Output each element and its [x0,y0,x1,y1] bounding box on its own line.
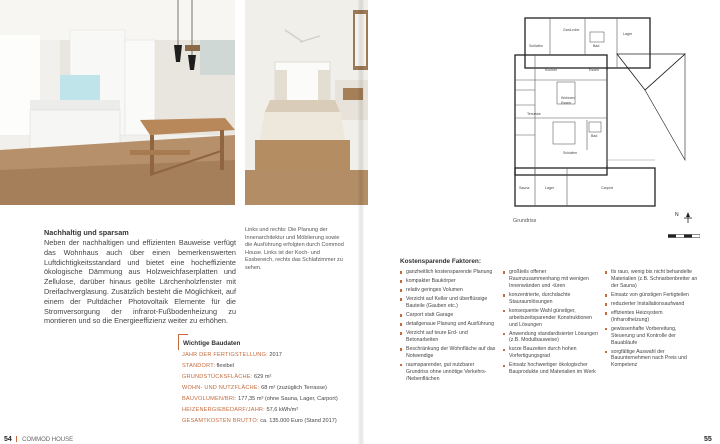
page-number-right: 55 [704,436,712,443]
baudaten-key: STANDORT: [182,363,215,369]
room-label: Bad [591,134,598,138]
baudaten-row [182,405,338,416]
folio-left [4,436,73,443]
baudaten-row [182,361,338,372]
faktor-item: Einsatz hochwertiger ökologischer Bauprodukte und Materialien im Werk [503,362,598,376]
faktor-item: Verzicht auf Keller und überflüssige Bauteile (Gauben etc.) [400,296,496,310]
room-label: Gard-robe [563,28,580,32]
north-arrow-icon [681,210,695,226]
baudaten-key: BAUVOLUMEN/BRI: [182,396,237,402]
faktor-item: kompakter Baukörper [400,278,496,285]
page-number-left: 54 [4,436,12,443]
room-label: Wohnen/ Essen [561,96,576,105]
kitchen-photo [0,0,235,205]
faktor-item: gewissenhafte Vorbereitung, Steuerung und Kontrolle der Bauabläufe [605,326,699,347]
baudaten-value: 2017 [269,352,282,358]
faktor-item: effizientes Heizsystem (Infrarotheizung) [605,310,699,324]
baudaten-key: JAHR DER FERTIGSTELLUNG: [182,352,268,358]
baudaten-box [178,334,356,422]
faktor-item: Verzicht auf teure Erd- und Betonarbeiten [400,330,496,344]
baudaten-value: 629 m² [253,374,272,380]
floorplan [505,10,700,215]
room-label: Bad [593,44,600,48]
faktor-item: großteils offener Raumzusammenhang mit wenigen Innenwänden und -türen [503,269,598,290]
room-label: Schlafen [529,44,543,48]
photo-caption: Links und rechts: Die Planung der Innenarchitektur und Möblierung sowie die Ausführung erfolgten durch Commod House. Links ist der Koch- und Essbereich, rechts das Schlafzimmer zu sehen. [245,227,344,271]
room-label: Kochen [545,68,558,72]
north-label: N [675,212,679,218]
faktor-item: Einsatz von günstigen Fertigteilen [605,292,699,299]
baudaten-row [182,416,338,427]
faktor-item: Beschränkung der Wohnfläche auf das Notwendige [400,346,496,360]
folio-right [704,436,712,443]
baudaten-row [182,383,338,394]
baudaten-accent-top [178,334,188,335]
baudaten-value: 57,6 kWh/m² [266,407,299,413]
baudaten-row [182,350,338,361]
faktor-item: konzentrierte, durchdachte Stauraumlösungen [503,292,598,306]
faktor-item: raumsparender, gut nutzbarer Grundriss ohne unnötige Verkehrs- /Nebenflächen [400,362,496,383]
room-label: Sauna [519,186,530,190]
room-label: Carport [601,186,613,190]
spread-gutter [358,0,364,444]
faktor-item: tls rauo, wenig bis nicht behandelte Materialien (z.B. Schnarbenbretter an der Sauna) [605,269,699,290]
room-label: Schlafen [563,151,577,155]
baudaten-title: Wichtige Baudaten [183,340,241,347]
faktor-item: relativ geringes Volumen [400,287,496,294]
faktor-item: detailgenaue Planung und Ausführung [400,321,496,328]
faktoren-title: Kostensparende Faktoren: [400,258,481,265]
folio-label: COMMOD HOUSE [22,437,74,443]
baudaten-key: WOHN- UND NUTZFLÄCHE: [182,385,260,391]
room-label: Lager [623,32,633,36]
room-label: Lager [545,186,555,190]
baudaten-row [182,372,338,383]
faktor-item: sorgfältige Auswahl der Bauunternehmen nach Preis und Kompetenz [605,349,699,370]
baudaten-accent-line [178,334,179,350]
baudaten-key: GRUNDSTÜCKSFLÄCHE: [182,374,253,380]
faktoren-col1 [400,269,496,385]
baudaten-value: 177,35 m³ (ohne Sauna, Lager, Carport) [238,396,338,402]
baudaten-value: flexibel [216,363,234,369]
article-body: Neben der nachhaltigen und effizienten Bauweise verfügt das Wohnhaus auch über einen bemerkenswerten Luftdichtigkeitsstandard und bietet eine hocheffiziente ökologische Dämmung aus Holzweichfaserplatten und Zellulose, darüber hinaus geölte Lärchenholzfenster mit Dreifachverglasung. Zusätzlich besteht die Möglichkeit, auf einem der Pultdächer Photovoltaik Elemente für die Stromversorgung der infrarot-Fußbodenheizung zu montieren und so die Energieeffizienz weiter zu erhöhen. [44,238,236,326]
faktor-item: kurze Bauzeiten durch hohen Vorfertigungsgrad [503,346,598,360]
bedroom-photo [245,0,368,205]
baudaten-key: GESAMTKOSTEN BRUTTO: [182,418,259,424]
room-label: Terrasse [527,112,541,116]
article-heading: Nachhaltig und sparsam [44,228,129,237]
baudaten-rows [182,350,338,427]
faktor-item: reduzierter Installationsaufwand [605,301,699,308]
faktor-item: Anwendung standardisierter Lösungen (z.B. Modulbauweise) [503,331,598,345]
floorplan-caption: Grundriss [513,218,537,224]
faktor-item: konsequente Wahl günstiger, arbeitszeitsparender Konstruktionen und Lösungen [503,308,598,329]
baudaten-row [182,394,338,405]
baudaten-key: HEIZENERGIEBEDARF/JAHR: [182,407,265,413]
faktoren-col3 [605,269,699,371]
faktor-item: ganzheitlich kostensparende Planung [400,269,496,276]
folio-divider [16,436,17,442]
faktor-item: Carport statt Garage [400,312,496,319]
baudaten-value: 68 m² (zuzüglich Terrasse) [261,385,327,391]
scale-bar [668,225,700,229]
faktoren-col2 [503,269,598,378]
room-label: Essen [589,68,599,72]
baudaten-value: ca. 135.000 Euro (Stand 2017) [260,418,337,424]
